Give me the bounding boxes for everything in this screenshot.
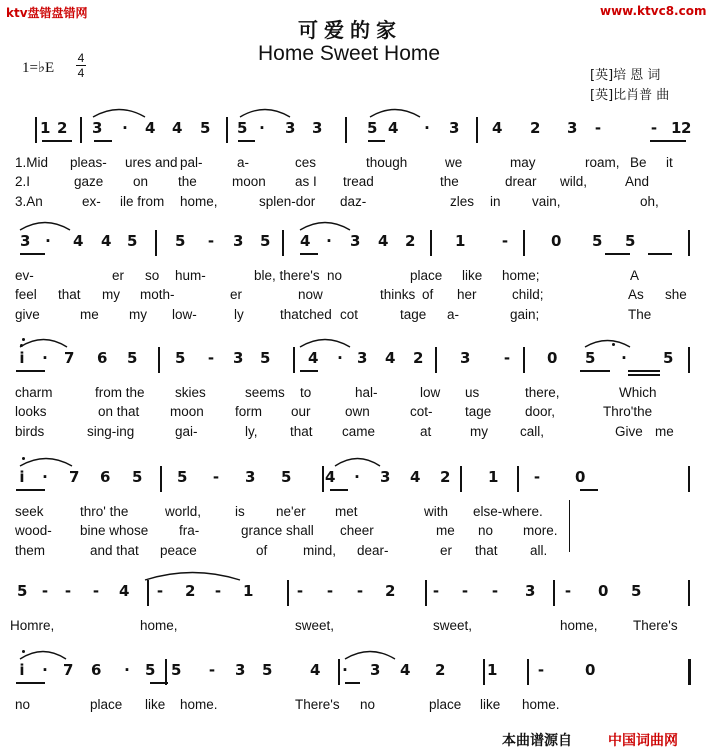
- note: -: [564, 582, 572, 600]
- lyric-word: met: [335, 504, 358, 519]
- note: 4: [400, 661, 411, 679]
- lyric-word: looks: [15, 404, 47, 419]
- lyric-word: more.: [523, 523, 558, 538]
- lyric-word: home,: [180, 194, 218, 209]
- note: 5: [281, 468, 292, 486]
- lyric-word: er: [440, 543, 453, 558]
- note: ·: [45, 232, 51, 250]
- note: -: [64, 582, 72, 600]
- lyric-word: ne'er: [276, 504, 306, 519]
- note: 3: [233, 349, 244, 367]
- note: 1: [487, 661, 498, 679]
- lyric-word: seek: [15, 504, 44, 519]
- lyric-word: ile from: [120, 194, 165, 209]
- lyric-word: hum-: [175, 268, 206, 283]
- slur: [370, 110, 420, 118]
- lyric-word: my: [129, 307, 147, 322]
- lyric-word: gai-: [175, 424, 198, 439]
- note: 5: [171, 661, 182, 679]
- note: 2: [405, 232, 416, 250]
- watermark-right: www.ktvc8.com: [600, 4, 707, 18]
- lyric-word: as I: [295, 174, 317, 189]
- lyric-word: pleas-: [70, 155, 107, 170]
- note: 5: [367, 119, 378, 137]
- lyric-word: charm: [15, 385, 53, 400]
- lyric-word: call,: [520, 424, 545, 439]
- note: i: [19, 468, 25, 486]
- note: ·: [42, 661, 48, 679]
- lyric-word: vain,: [532, 194, 561, 209]
- slur: [20, 340, 67, 348]
- note: 5: [175, 232, 186, 250]
- lyric-word: A: [630, 268, 640, 283]
- note: 0: [547, 349, 558, 367]
- lyric-word: home,: [140, 618, 178, 633]
- note: -: [501, 232, 509, 250]
- lyric-word: my: [470, 424, 488, 439]
- slur: [335, 459, 380, 467]
- note: 0: [598, 582, 609, 600]
- note: -: [41, 582, 49, 600]
- lyric-word: us: [465, 385, 480, 400]
- note: 1: [488, 468, 499, 486]
- lyric-word: Be: [630, 155, 647, 170]
- lyric-word: place: [90, 697, 123, 712]
- note: 4: [73, 232, 84, 250]
- note: -: [461, 582, 469, 600]
- lyric-word: hal-: [355, 385, 378, 400]
- note: 0: [551, 232, 562, 250]
- note: 5: [663, 349, 674, 367]
- note: -: [356, 582, 364, 600]
- note: 5: [127, 232, 138, 250]
- note: 2: [440, 468, 451, 486]
- note: 1: [40, 119, 51, 137]
- lyric-word: else-where.: [473, 504, 543, 519]
- note: ·: [42, 349, 48, 367]
- lyric-word: splen-dor: [259, 194, 316, 209]
- note: 5: [260, 349, 271, 367]
- lyric-word: skies: [175, 385, 206, 400]
- lyric-word: her: [457, 287, 477, 302]
- lyric-word: child;: [512, 287, 544, 302]
- slur: [300, 223, 350, 231]
- note: 6: [100, 468, 111, 486]
- note: 3: [245, 468, 256, 486]
- note: 3: [357, 349, 368, 367]
- note: 4: [101, 232, 112, 250]
- lyric-word: cot-: [410, 404, 433, 419]
- note: 5: [585, 349, 596, 367]
- lyric-word: no: [478, 523, 494, 538]
- lyric-word: my: [102, 287, 120, 302]
- note: 2: [530, 119, 541, 137]
- note: -: [207, 349, 215, 367]
- lyric-word: of: [256, 543, 268, 558]
- note: -: [537, 661, 545, 679]
- note: 3: [380, 468, 391, 486]
- lyric-word: tread: [343, 174, 374, 189]
- lyric-word: pal-: [180, 155, 203, 170]
- lyric-word: home,: [560, 618, 598, 633]
- lyric-word: that: [290, 424, 313, 439]
- note: 3: [20, 232, 31, 250]
- note: 2: [435, 661, 446, 679]
- note: 0: [575, 468, 586, 486]
- lyric-word: like: [480, 697, 501, 712]
- lyric-word: may: [510, 155, 536, 170]
- note: -: [208, 661, 216, 679]
- lyric-word: The: [628, 307, 652, 322]
- note: i: [19, 349, 25, 367]
- lyric-word: the: [440, 174, 459, 189]
- note: ·: [337, 349, 343, 367]
- lyric-word: me: [655, 424, 674, 439]
- lyric-word: that: [58, 287, 81, 302]
- note: 3: [233, 232, 244, 250]
- note: 6: [97, 349, 108, 367]
- lyric-word: Which: [619, 385, 657, 400]
- lyric-word: oh,: [640, 194, 659, 209]
- slur: [20, 459, 72, 467]
- note: 2: [681, 119, 692, 137]
- time-signature-bottom: 4: [77, 66, 85, 80]
- lyric-word: sing-ing: [87, 424, 135, 439]
- note: ·: [122, 119, 128, 137]
- note: 4: [325, 468, 336, 486]
- lyric-word: me: [436, 523, 455, 538]
- lyric-word: fra-: [179, 523, 200, 538]
- lyric-word: As: [628, 287, 644, 302]
- lyric-word: no: [360, 697, 376, 712]
- lyric-word: like: [145, 697, 166, 712]
- lyric-word: sweet,: [433, 618, 473, 633]
- lyric-word: of: [422, 287, 434, 302]
- note: -: [594, 119, 602, 137]
- note: 1: [455, 232, 466, 250]
- note: 4: [172, 119, 183, 137]
- lyric-word: so: [145, 268, 160, 283]
- lyric-word: on: [133, 174, 149, 189]
- note: ·: [124, 661, 130, 679]
- lyric-word: door,: [525, 404, 556, 419]
- title-chinese: 可爱的家: [298, 18, 402, 42]
- lyric-word: birds: [15, 424, 45, 439]
- note: -: [207, 232, 215, 250]
- lyric-word: in: [490, 194, 501, 209]
- lyric-word: place: [429, 697, 462, 712]
- lyric-word: thro' the: [80, 504, 129, 519]
- lyric-word: moon: [170, 404, 204, 419]
- note: 4: [385, 349, 396, 367]
- note: -: [214, 582, 222, 600]
- note: 4: [145, 119, 156, 137]
- note: ·: [354, 468, 360, 486]
- lyric-word: at: [420, 424, 432, 439]
- lyric-word: gaze: [74, 174, 104, 189]
- note: 5: [145, 661, 156, 679]
- lyric-word: a-: [237, 155, 250, 170]
- lyric-word: there,: [525, 385, 560, 400]
- lyric-word: is: [235, 504, 245, 519]
- lyric-word: like: [462, 268, 483, 283]
- note: 5: [17, 582, 28, 600]
- lyric-word: with: [424, 504, 449, 519]
- note: -: [503, 349, 511, 367]
- note: -: [491, 582, 499, 600]
- time-signature-top: 4: [77, 51, 85, 65]
- lyric-word: on that: [98, 404, 140, 419]
- note: -: [432, 582, 440, 600]
- note: -: [650, 119, 658, 137]
- lyric-word: drear: [505, 174, 537, 189]
- note: 5: [260, 232, 271, 250]
- note: 4: [410, 468, 421, 486]
- lyric-word: wood-: [15, 523, 52, 538]
- lyric-word: cot: [340, 307, 359, 322]
- note: 2: [185, 582, 196, 600]
- note: -: [212, 468, 220, 486]
- note: -: [156, 582, 164, 600]
- note: -: [92, 582, 100, 600]
- note: 3: [92, 119, 103, 137]
- lyric-word: grance shall: [241, 523, 314, 538]
- lyric-word: mind,: [303, 543, 337, 558]
- lyric-word: daz-: [340, 194, 367, 209]
- lyric-word: ev-: [15, 268, 34, 283]
- note: 5: [237, 119, 248, 137]
- lyric-word: low: [420, 385, 441, 400]
- lyric-word: er: [112, 268, 125, 283]
- note: 2: [413, 349, 424, 367]
- note: 7: [64, 349, 75, 367]
- key-signature: 1=♭E: [22, 60, 55, 76]
- lyric-word: moth-: [140, 287, 175, 302]
- note: 1: [243, 582, 254, 600]
- lyric-word: seems: [245, 385, 285, 400]
- note: 3: [350, 232, 361, 250]
- lyric-word: tage: [465, 404, 492, 419]
- note: 4: [378, 232, 389, 250]
- lyric-word: home.: [180, 697, 218, 712]
- lyric-word: that: [475, 543, 498, 558]
- lyric-word: gain;: [510, 307, 540, 322]
- lyric-word: 1.Mid: [15, 155, 49, 170]
- note: 0: [585, 661, 596, 679]
- lyric-word: moon: [232, 174, 266, 189]
- lyric-word: feel: [15, 287, 37, 302]
- lyric-word: ures and: [125, 155, 178, 170]
- lyricist-credit: [英]培 恩 词: [590, 68, 661, 83]
- note: 4: [388, 119, 399, 137]
- lyric-word: no: [327, 268, 343, 283]
- lyric-word: place: [410, 268, 443, 283]
- lyric-word: bine whose: [80, 523, 149, 538]
- note: 7: [63, 661, 74, 679]
- note: 3: [370, 661, 381, 679]
- note: ·: [326, 232, 332, 250]
- note: -: [296, 582, 304, 600]
- lyric-word: Thro'the: [603, 404, 653, 419]
- lyric-word: she: [665, 287, 687, 302]
- lyric-word: all.: [530, 543, 548, 558]
- lyric-word: and that: [90, 543, 139, 558]
- note: 5: [175, 349, 186, 367]
- note: 4: [300, 232, 311, 250]
- note: 5: [262, 661, 273, 679]
- note: 7: [69, 468, 80, 486]
- note: 3: [567, 119, 578, 137]
- lyric-word: from the: [95, 385, 145, 400]
- slur: [93, 110, 145, 118]
- lyric-word: ble, there's: [254, 268, 320, 283]
- note: 3: [525, 582, 536, 600]
- lyric-word: cheer: [340, 523, 374, 538]
- lyric-word: me: [80, 307, 99, 322]
- lyric-word: we: [445, 155, 463, 170]
- lyric-word: it: [666, 155, 673, 170]
- note: 3: [285, 119, 296, 137]
- lyric-word: tage: [400, 307, 427, 322]
- note: 5: [631, 582, 642, 600]
- note: 5: [132, 468, 143, 486]
- lyric-word: came: [342, 424, 376, 439]
- lyric-word: home.: [522, 697, 560, 712]
- title-english: Home Sweet Home: [258, 42, 441, 65]
- slur: [145, 573, 240, 581]
- note: 4: [492, 119, 503, 137]
- slur: [240, 110, 290, 118]
- lyric-word: the: [178, 174, 197, 189]
- note: ·: [259, 119, 265, 137]
- lyric-word: ces: [295, 155, 317, 170]
- lyric-word: Homre,: [10, 618, 55, 633]
- watermark-left: ktv盘错盘错网: [6, 6, 88, 20]
- slur: [20, 223, 70, 231]
- note: 3: [235, 661, 246, 679]
- lyric-word: give: [15, 307, 40, 322]
- note: ·: [42, 468, 48, 486]
- lyric-word: ly,: [245, 424, 258, 439]
- note: 5: [625, 232, 636, 250]
- note: ·: [342, 661, 348, 679]
- note: -: [533, 468, 541, 486]
- lyric-word: ex-: [82, 194, 101, 209]
- lyric-word: There's: [295, 697, 340, 712]
- lyric-word: now: [298, 287, 323, 302]
- lyric-word: peace: [160, 543, 197, 558]
- lyric-word: home;: [502, 268, 540, 283]
- slur: [20, 652, 66, 660]
- note: ·: [424, 119, 430, 137]
- lyric-word: a-: [447, 307, 460, 322]
- lyric-word: though: [366, 155, 408, 170]
- note: 5: [127, 349, 138, 367]
- lyric-word: world,: [165, 504, 202, 519]
- lyric-word: own: [345, 404, 370, 419]
- lyric-word: thinks: [380, 287, 416, 302]
- note: 2: [57, 119, 68, 137]
- lyric-word: 3.An: [15, 194, 43, 209]
- note: 6: [91, 661, 102, 679]
- note: 5: [177, 468, 188, 486]
- note: 2: [385, 582, 396, 600]
- lyric-word: to: [300, 385, 312, 400]
- footer-source-label: 本曲谱源自: [502, 733, 572, 749]
- note: 3: [312, 119, 323, 137]
- lyric-word: sweet,: [295, 618, 335, 633]
- note: 4: [308, 349, 319, 367]
- lyric-word: er: [230, 287, 243, 302]
- slur: [345, 652, 395, 660]
- composer-credit: [英]比肖普 曲: [590, 88, 670, 103]
- lyric-word: Give: [615, 424, 643, 439]
- note: 4: [119, 582, 130, 600]
- note: -: [326, 582, 334, 600]
- lyric-word: 2.I: [15, 174, 31, 189]
- note: 3: [460, 349, 471, 367]
- slur: [300, 340, 350, 348]
- lyric-word: thatched: [280, 307, 332, 322]
- lyric-word: dear-: [357, 543, 389, 558]
- lyric-word: them: [15, 543, 46, 558]
- slur: [585, 341, 630, 348]
- lyric-word: roam,: [585, 155, 620, 170]
- lyric-word: zles: [450, 194, 475, 209]
- note: ·: [621, 349, 627, 367]
- lyric-word: And: [625, 174, 650, 189]
- footer-site-name: 中国词曲网: [608, 733, 678, 749]
- lyric-word: form: [235, 404, 262, 419]
- note: i: [19, 661, 25, 679]
- lyric-word: There's: [633, 618, 678, 633]
- lyric-word: wild,: [560, 174, 588, 189]
- note: 5: [200, 119, 211, 137]
- note: 1: [671, 119, 682, 137]
- note: 4: [310, 661, 321, 679]
- lyric-word: low-: [172, 307, 197, 322]
- note: 3: [449, 119, 460, 137]
- lyric-word: ly: [234, 307, 244, 322]
- lyric-word: our: [291, 404, 311, 419]
- note: 5: [592, 232, 603, 250]
- lyric-word: no: [15, 697, 31, 712]
